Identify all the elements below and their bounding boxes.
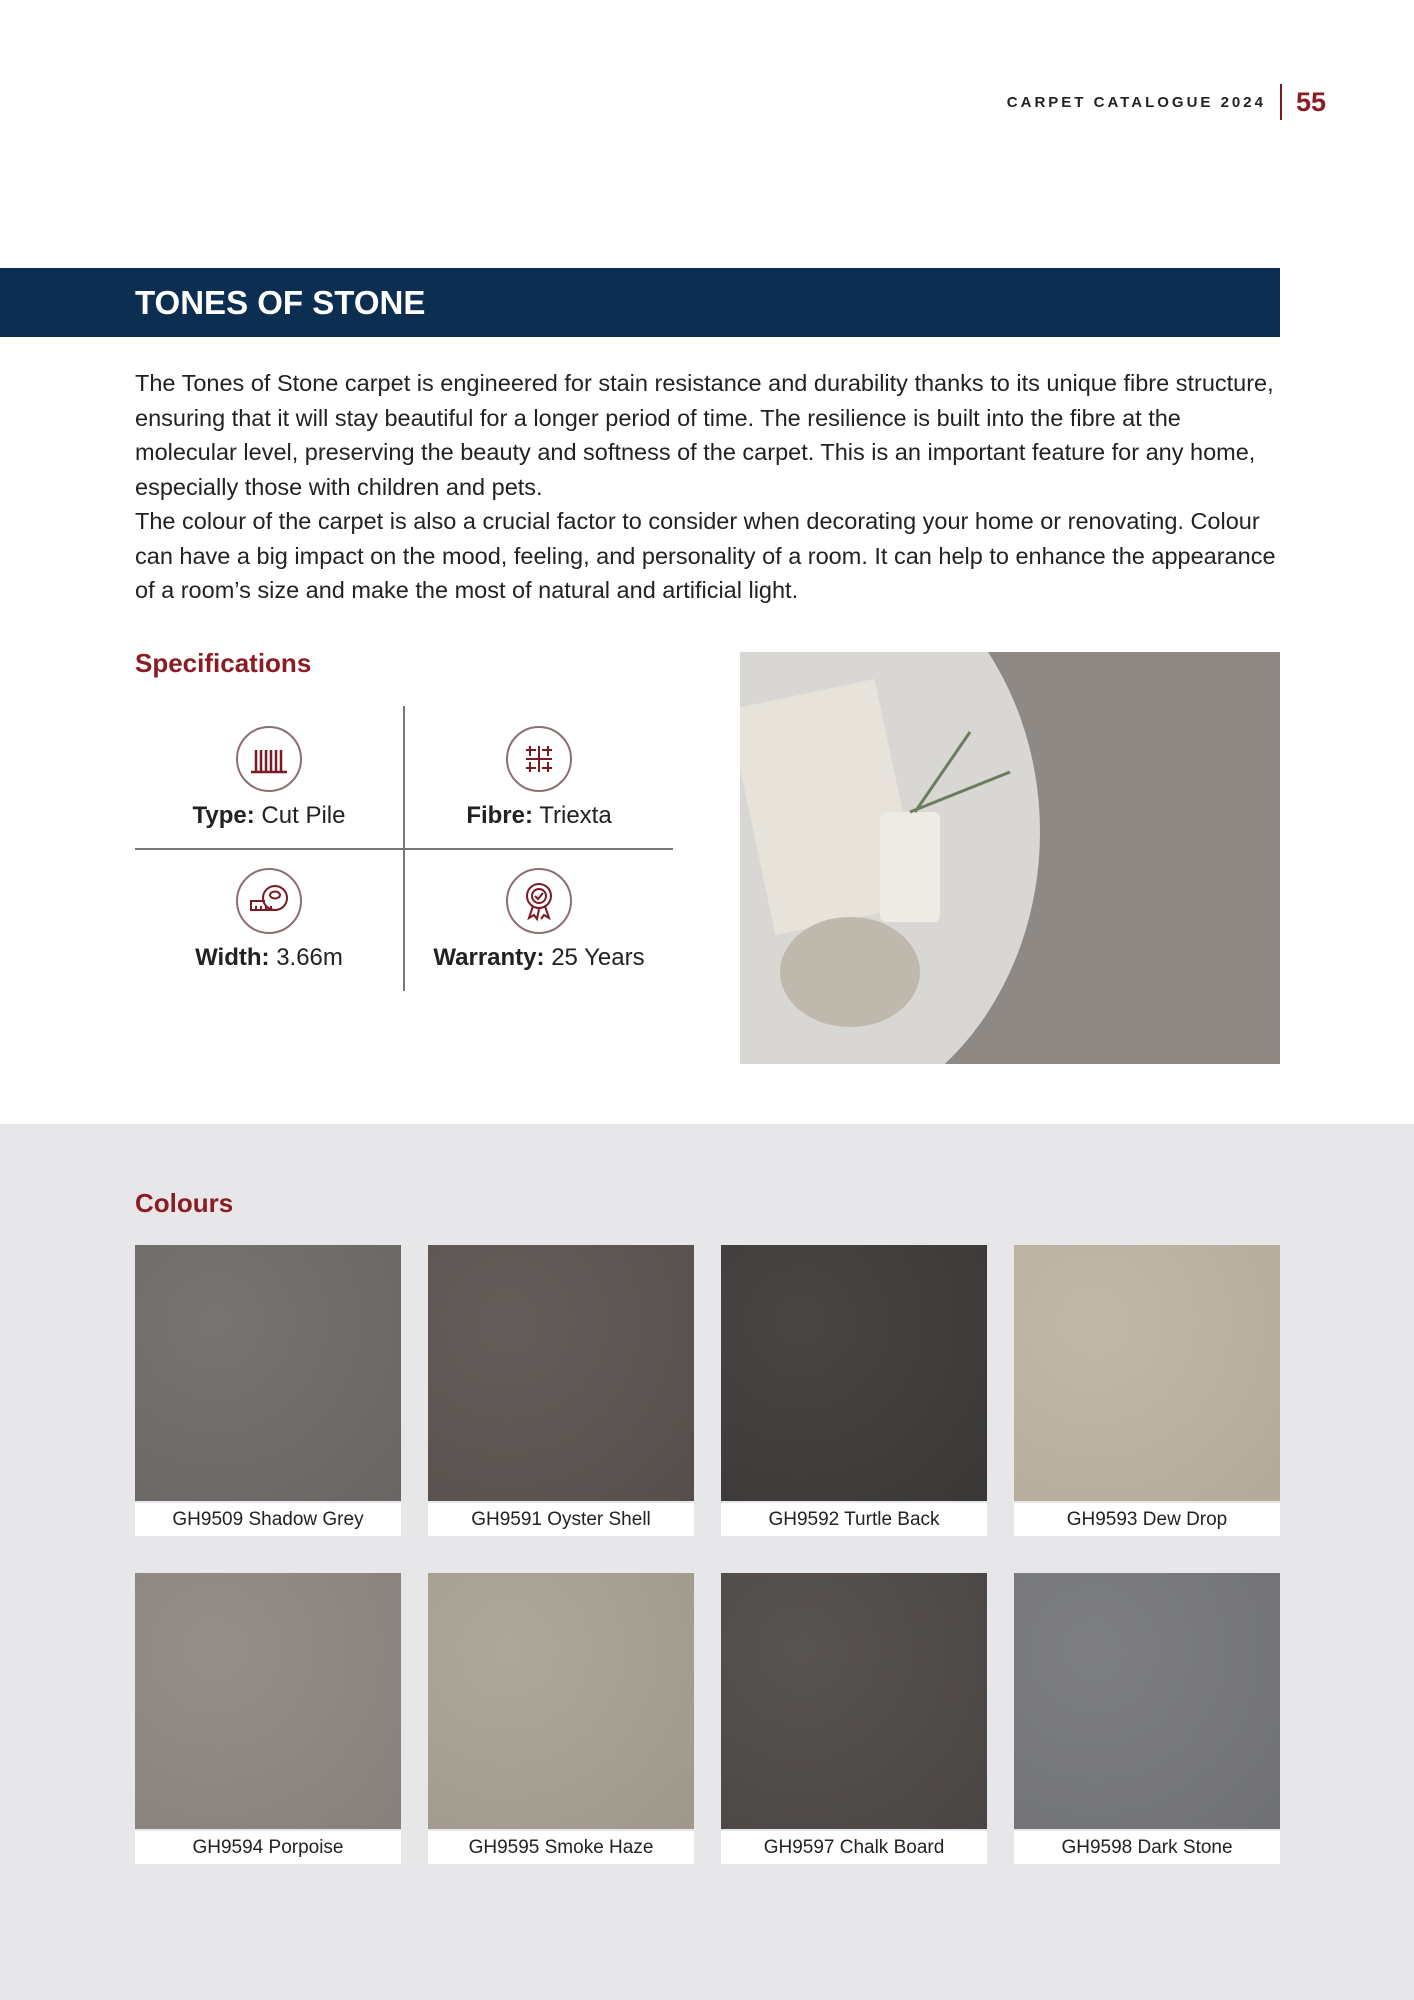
swatch-label: GH9597 Chalk Board	[721, 1831, 987, 1864]
cut-pile-icon	[236, 726, 302, 792]
swatch-label: GH9593 Dew Drop	[1014, 1503, 1280, 1536]
swatch-image	[1014, 1245, 1280, 1501]
tape-measure-icon	[236, 868, 302, 934]
spec-value: Cut Pile	[261, 802, 346, 829]
swatch-label: GH9591 Oyster Shell	[428, 1503, 694, 1536]
page-number: 55	[1295, 86, 1326, 117]
title-banner	[0, 268, 1280, 337]
page-title: TONES OF STONE	[135, 284, 426, 321]
swatch-image	[428, 1245, 694, 1501]
swatch-image	[721, 1573, 987, 1829]
swatch-image	[135, 1245, 401, 1501]
swatch-image	[428, 1573, 694, 1829]
colour-swatch	[428, 1573, 694, 1864]
spec-value: 25 Years	[551, 944, 645, 971]
swatch-label: GH9594 Porpoise	[135, 1831, 401, 1864]
colour-swatch	[1014, 1573, 1280, 1864]
award-badge-icon	[506, 868, 572, 934]
swatch-label: GH9598 Dark Stone	[1014, 1831, 1280, 1864]
swatch-label: GH9509 Shadow Grey	[135, 1503, 401, 1536]
spec-label: Warranty:	[433, 944, 545, 971]
specifications-heading: Specifications	[135, 648, 312, 678]
colour-swatch	[428, 1245, 694, 1536]
spec-fibre	[405, 726, 673, 830]
intro-paragraph: The Tones of Stone carpet is engineered for stain resistance and durability thanks to its unique fibre structure, ensuring that it will stay beautiful for a longer period of time. The resilience is built into the fibre at the molecular level, preserving the beauty and softness of the carpet. This is an important feature for any home, especially those with children and pets.	[135, 370, 1274, 500]
swatch-label: GH9592 Turtle Back	[721, 1503, 987, 1536]
page-header	[1007, 84, 1326, 120]
spec-value: 3.66m	[276, 944, 343, 971]
divider	[1280, 84, 1282, 120]
fibre-weave-icon	[506, 726, 572, 792]
colour-swatch	[1014, 1245, 1280, 1536]
spec-label: Width:	[195, 944, 270, 971]
colour-swatch	[135, 1245, 401, 1536]
specifications-grid	[135, 706, 673, 991]
swatch-image	[135, 1573, 401, 1829]
swatch-label: GH9595 Smoke Haze	[428, 1831, 694, 1864]
catalogue-title: CARPET CATALOGUE 2024	[1006, 93, 1266, 111]
colour-swatch	[721, 1573, 987, 1864]
spec-label: Fibre:	[466, 802, 533, 829]
spec-label: Type:	[192, 802, 255, 829]
divider	[135, 848, 673, 850]
colours-heading: Colours	[135, 1188, 234, 1218]
intro-paragraph: The colour of the carpet is also a crucial factor to consider when decorating your home or renovating. Colour can have a big impact on the mood, feeling, and personality of a room. It can help to enhance the appearance of a room’s size and make the most of natural and artificial light.	[135, 508, 1276, 603]
spec-type	[135, 726, 403, 830]
spec-width	[135, 868, 403, 972]
colour-swatch	[721, 1245, 987, 1536]
spec-value: Triexta	[539, 802, 612, 829]
spec-warranty	[405, 868, 673, 972]
swatch-image	[1014, 1573, 1280, 1829]
intro-text	[135, 366, 1285, 608]
swatch-image	[721, 1245, 987, 1501]
colour-swatch	[135, 1573, 401, 1864]
room-photo	[740, 652, 1280, 1064]
